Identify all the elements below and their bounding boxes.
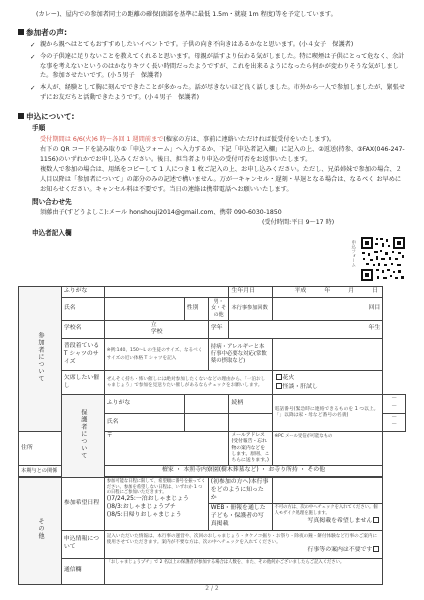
check-icon: ✓ [30, 52, 36, 61]
voice-item: ✓ 親から親へはとてもおすすめしたいイベントです。子供の向き不向きはあるかなと思います。(小４女子 保護者) [30, 41, 354, 49]
grade-input[interactable]: 年生 [229, 320, 383, 339]
procedure [18, 124, 406, 195]
schedule-option-1[interactable]: ()7/24,25:一泊おしゃまじょう [106, 495, 189, 502]
procedure-line-2: 右下の QR コードを読み取り①「申込フォーム」へ入力するか、下記「申込者記入欄」に記入の上、②返送(持参、③FAX(046-247-1156)のいずれかでお申し込みください。後日、担当者より申込の受付可否をお返事いたします。 [40, 146, 405, 164]
contact-line: 須藤由子(すどうよしこ):メール honshouji2014@gmail.com、携帯 090-6030-1850 [40, 209, 282, 217]
check-icon: ✓ [30, 41, 36, 49]
g-name-input[interactable] [184, 413, 229, 432]
form-title: 申込者記入欄 [32, 228, 72, 237]
voice-item: ✓ 今の子供達に足りないことを教えてくれると思います。母親が話すより伝わる気がしました。特に喫煙は子供にとって危なく、余計な事を考えないというのはかなりキツく長い時間だったようですが、これを出来るようになったら何かが変わりそうな気がしました。参加させたいです。(小５男子 保護者) [30, 52, 405, 80]
qr-label: 申込フォーム [350, 240, 356, 267]
voices-title: 参加者の声: [18, 27, 406, 38]
phone-input-2[interactable]: － － [383, 413, 406, 432]
checkbox-fireworks[interactable] [276, 374, 282, 380]
check-icon: ✓ [30, 84, 36, 93]
apply-title: 申込について: [18, 111, 406, 122]
absent-options[interactable]: 花火 怪談・肝試し [272, 371, 383, 395]
birthday-label: 生年月日 [229, 287, 272, 298]
schedule-input[interactable]: 参加可能な日程に限して、希望順に番号を振ってください。参加を希望しない日程は、いずれか 1 つの日程にご参加いただきます。 ()7/24,25:一泊おしゃまじょう ()8/3:おしゃまじょうプチ ()8/5:日帰りおしゃまじょう [104, 478, 208, 530]
g-furigana-input[interactable] [184, 395, 229, 414]
voice-item: ✓ 本人が、経験として胸に刻んでできたことが多かった。話が尽きないほど良く話しました。市外から一人で参加しましたが、緊張せずにお友だちと活動できたようです。(小４男子 保護者) [30, 84, 406, 101]
comm-label: 通信欄 [61, 558, 104, 584]
procedure-title: 手順 [32, 124, 46, 133]
info-label: 申込情報について [61, 530, 104, 558]
furigana-input[interactable] [104, 287, 229, 298]
square-bullet-icon [18, 29, 24, 35]
grade-label: 学年 [208, 320, 229, 339]
section-guardian: 保護者について [61, 395, 104, 478]
qr-code[interactable] [360, 236, 406, 282]
first-time-input[interactable]: 不可の方は、次の中へチェックを入れてください。個人モザイク処理を施します。 写真掲載を希望しません [272, 478, 383, 530]
email-input[interactable]: ※PC メール受信が可能なもの [272, 432, 383, 466]
rel-options[interactable]: 檀家 ・ 本照寺内寮園(樹木葬墓など) ・ お寺り所持 ・ その他 [104, 466, 383, 477]
info-note: 記入いただいた情報は、本行事の運営や、次回のおしゃまじょう・タケノコ掘り・お祭り・除夜の鐘・餅付体験など行事のご案内に使用させていただきます。案内が不要な方は、次の中へチェックを入れてください。 行事等の案内は不要です [104, 530, 383, 558]
section-participant: 参加者について [19, 287, 62, 432]
comm-input[interactable]: 「おしゃまじょうプチ」で 2 名以上の保護者が参加する場合は人数を、また、その他何かございましたらご記入ください。 [104, 558, 383, 584]
schedule-option-3[interactable]: ()8/5:日帰りおしゃまじょう [106, 511, 182, 518]
allergy-label: 持病・アレルギーと本行事中必要な対応(常飲薬の摂取など) [208, 339, 272, 371]
times-label: 本行事参加回数 [229, 297, 272, 320]
times-input[interactable]: 回目 [272, 297, 383, 320]
name-label: 氏名 [61, 297, 104, 320]
contact-hours: (受付時間:平日 9～17 時) [262, 218, 335, 226]
g-furigana-label: ふりがな [104, 395, 184, 414]
address-input[interactable]: 〒 [104, 432, 229, 466]
voices-section [18, 27, 406, 103]
voices-list [18, 40, 406, 103]
gender-options[interactable]: 男・女・その他 [208, 297, 229, 320]
checkbox-photo-optout[interactable] [373, 517, 379, 523]
allergy-input[interactable] [272, 339, 383, 371]
school-input[interactable]: 立学校 [104, 320, 208, 339]
absent-label: 欠席したい催し [61, 371, 104, 395]
absent-note: ぜんそく持ち・怖い催しには絶対参加したくないなどの理由から、「一泊おしゃまじょう」で参加を見送りたい催しがあるならチェックをお願いします。 [104, 371, 272, 395]
contact-title: 問い合わせ先 [32, 198, 72, 207]
square-bullet-icon [18, 113, 24, 119]
application-form [18, 286, 409, 585]
tshirt-label: 普段着ている T シャツのサイズ [61, 339, 104, 371]
procedure-line-3: 複数人で参加の場合は、用紙をコピーして 1 人につき 1 枚ご記入の上、お申し込みください。ただし、兄弟姉妹で参加の場合、２人目以降は「参加者について」の部分のみの記述で構いません。万が一キャンセル・遅刻・早退となる場合は、なるべく お早めにお知らせください。キャンセル料は不要です。当日の連絡は携帯電話へお願いいたします。 [40, 166, 402, 194]
gender-label: 性別 [184, 297, 208, 320]
school-label: 学校名 [61, 320, 104, 339]
furigana-label: ふりがな [61, 287, 104, 298]
checkbox-info-optout[interactable] [373, 546, 379, 552]
relation-input[interactable] [229, 413, 272, 432]
first-time-label: (初参加の方へ)本行事をどのように知ったか WEB・冊報を通した子ども・保護者の写真掲載 [208, 478, 272, 530]
relation-label: 続柄 [229, 395, 272, 414]
procedure-line-1: 受付期間は 6/6(火)6 時～各回 1 週間前まで(権家の方は、事前に連絡いただければ仮受付をいたします)。 [40, 136, 336, 144]
contact-block [18, 198, 406, 226]
section-other: その他 [19, 478, 62, 584]
schedule-label: 参加希望日程 [61, 478, 104, 530]
schedule-option-2[interactable]: ()8/3:おしゃまじょうプチ [106, 503, 176, 510]
page-number: 2 / 2 [205, 585, 219, 592]
rel-label: 本期与との関係 [19, 466, 62, 477]
apply-section [18, 111, 406, 239]
qr-code-icon [360, 236, 406, 282]
checkbox-ghost[interactable] [276, 383, 282, 389]
name-input[interactable] [104, 297, 184, 320]
g-name-label: 氏名 [104, 413, 184, 432]
birthday-input[interactable]: 平成 年 月 日 [272, 287, 383, 298]
phone-label: 電話番号(緊急時に連絡できるものを 1 つ以上。「」以降は家・母など番号の名義) [272, 395, 383, 432]
phone-input-1[interactable]: － － [383, 395, 406, 414]
address-label: 住所 [19, 432, 62, 466]
deadline-text: 受付期間は 6/6(火)6 時～各回 1 週間前まで [40, 136, 164, 144]
intro-text: (カレー)、屋内での参加者同士の距離の確保(頭部を基準に最低 1.5m・就寝 1m 程度)等を予定しています。 [36, 11, 337, 18]
email-label: メールアドレス(受付報告・忘れ物の案内などをします。原則、こちらに送ります。) [229, 432, 272, 466]
tshirt-input[interactable]: ※例:140、150～L の生徒のサイズ、なるべくサイズの近い体格 T シャツを記入 [104, 339, 208, 371]
